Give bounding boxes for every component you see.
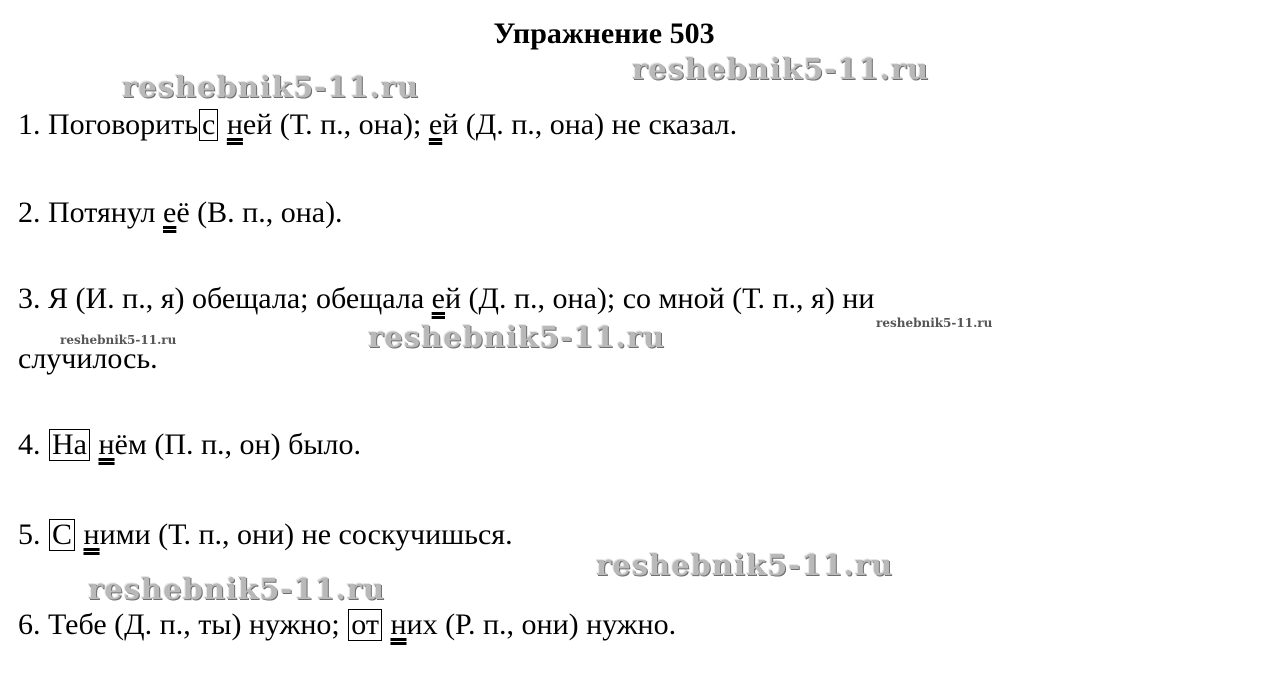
sentence-text: й (Д. п., она) не сказал. — [442, 108, 738, 141]
sentence-text: ей (Т. п., она); — [242, 108, 429, 141]
sentence-2 — [18, 196, 343, 230]
preposition-box: На — [49, 429, 90, 461]
item-number: 5. — [18, 518, 41, 551]
underlined-letter: н — [390, 608, 407, 641]
underlined-letter: н — [98, 428, 115, 461]
watermark: reshebnik5-11.ru — [596, 548, 894, 582]
watermark: reshebnik5-11.ru — [60, 333, 177, 347]
sentence-4 — [18, 428, 361, 462]
exercise-title: Упражнение 503 — [493, 17, 715, 50]
sentence-6 — [18, 608, 676, 642]
sentence-text: Я (И. п., я) обещала; обещала — [48, 282, 432, 315]
underlined-letter: е — [431, 282, 445, 315]
underlined-letter: н — [226, 108, 243, 141]
sentence-1 — [18, 108, 737, 142]
watermark: reshebnik5-11.ru — [122, 70, 420, 104]
watermark: reshebnik5-11.ru — [88, 572, 386, 606]
underlined-letter: н — [83, 518, 100, 551]
item-number: 3. — [18, 282, 41, 315]
sentence-text: Потянул — [48, 196, 163, 229]
underlined-letter: е — [428, 108, 443, 141]
sentence-5 — [18, 518, 513, 552]
item-number: 6. — [18, 608, 41, 641]
watermark: reshebnik5-11.ru — [876, 316, 993, 330]
sentence-text: ё (В. п., она). — [176, 196, 343, 229]
sentence-text: Поговорить — [48, 108, 199, 141]
item-number: 4. — [18, 428, 41, 461]
sentence-text: их (Р. п., они) нужно. — [406, 608, 677, 641]
sentence-3-continuation — [18, 342, 158, 376]
underlined-letter: е — [163, 196, 177, 229]
sentence-text: ём (П. п., он) было. — [114, 428, 361, 461]
sentence-text: й (Д. п., она); со мной (Т. п., я) ни — [444, 282, 875, 315]
item-number: 1. — [18, 108, 41, 141]
sentence-text: Тебе (Д. п., ты) нужно; — [48, 608, 348, 641]
sentence-3 — [18, 282, 874, 316]
watermark: reshebnik5-11.ru — [632, 52, 930, 86]
sentence-text: случилось. — [18, 342, 158, 375]
preposition-box: С — [49, 519, 75, 551]
preposition-box: с — [199, 109, 218, 141]
item-number: 2. — [18, 196, 41, 229]
preposition-box: от — [348, 609, 382, 641]
watermark: reshebnik5-11.ru — [368, 320, 666, 354]
sentence-text: ими (Т. п., они) не соскучишься. — [99, 518, 513, 551]
